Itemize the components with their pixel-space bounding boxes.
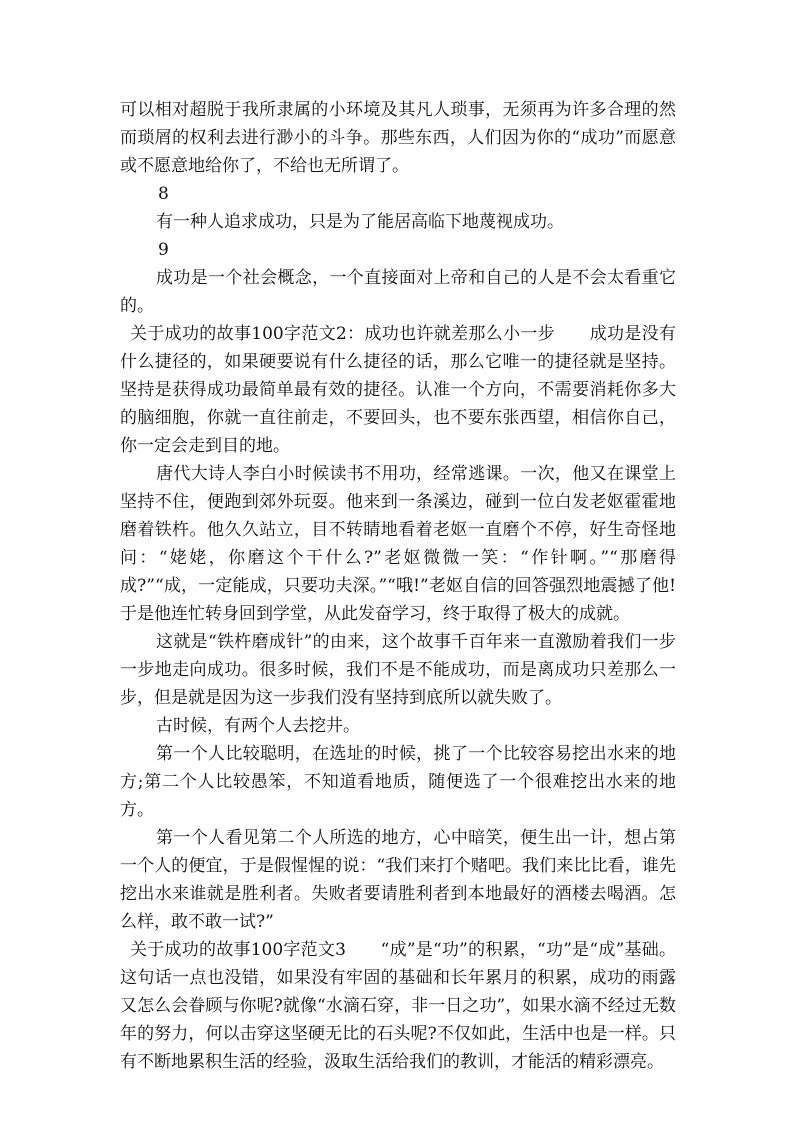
paragraph: 第一个人比较聪明，在选址的时候，挑了一个比较容易挖出水来的地方;第二个人比较愚笨，不知道看地质，随便选了一个很难挖出水来的地方。 xyxy=(120,744,676,820)
paragraph: 成功是一个社会概念，一个直接面对上帝和自己的人是不会太看重它的。 xyxy=(120,268,676,316)
paragraph: 有一种人追求成功，只是为了能居高临下地蔑视成功。 xyxy=(156,212,564,232)
story-heading-paragraph: 关于成功的故事100字范文3 “成”是“功”的积累，“功”是“成”基础。这句话一点也没错，如果没有牢固的基础和长年累月的积累，成功的雨露又怎么会眷顾与你呢?就像“水滴石穿，非一日之功”，如果水滴不经过无数年的努力，何以击穿这坚硬无比的石头呢?不仅如此，生活中也是一样。只有不断地累积生活的经验，汲取生活给我们的教训，才能活的精彩漂亮。 xyxy=(120,940,676,1072)
paragraph: 第一个人看见第二个人所选的地方，心中暗笑，便生出一计，想占第一个人的便宜，于是假惺惺的说：“我们来打个赌吧。我们来比比看，谁先挖出水来谁就是胜利者。失败者要请胜利者到本地最好的酒楼去喝酒。怎么样，敢不敢一试?” xyxy=(120,828,676,932)
story-heading-paragraph: 关于成功的故事100字范文2：成功也许就差那么小一步 成功是没有什么捷径的，如果硬要说有什么捷径的话，那么它唯一的捷径就是坚持。坚持是获得成功最简单最有效的捷径。认准一个方向，不需要消耗你多大的脑细胞，你就一直往前走，不要回头，也不要东张西望，相信你自己，你一定会走到目的地。 xyxy=(120,324,676,456)
paragraph: 这就是“铁杵磨成针”的由来，这个故事千百年来一直激励着我们一步一步地走向成功。很多时候，我们不是不能成功，而是离成功只差那么一步，但是就是因为这一步我们没有坚持到底所以就失败了。 xyxy=(120,632,676,708)
document-body xyxy=(120,96,676,1076)
paragraph: 可以相对超脱于我所隶属的小环境及其凡人琐事，无须再为许多合理的然而琐屑的权利去进行渺小的斗争。那些东西，人们因为你的“成功”而愿意或不愿意地给你了，不给也无所谓了。 xyxy=(120,100,676,176)
paragraph: 古时候，有两个人去挖井。 xyxy=(156,716,360,736)
section-number: 8 xyxy=(158,184,169,204)
paragraph: 唐代大诗人李白小时候读书不用功，经常逃课。一次，他又在课堂上坚持不住，便跑到郊外玩耍。他来到一条溪边，碰到一位白发老妪霍霍地磨着铁杵。他久久站立，目不转睛地看着老妪一直磨个不停，好生奇怪地问：“姥姥，你磨这个干什么?”老妪微微一笑：“作针啊。”“那磨得成?”“成，一定能成，只要功夫深。”“哦!”老妪自信的回答强烈地震撼了他!于是他连忙转身回到学堂，从此发奋学习，终于取得了极大的成就。 xyxy=(120,464,676,624)
section-number: 9 xyxy=(158,240,169,260)
